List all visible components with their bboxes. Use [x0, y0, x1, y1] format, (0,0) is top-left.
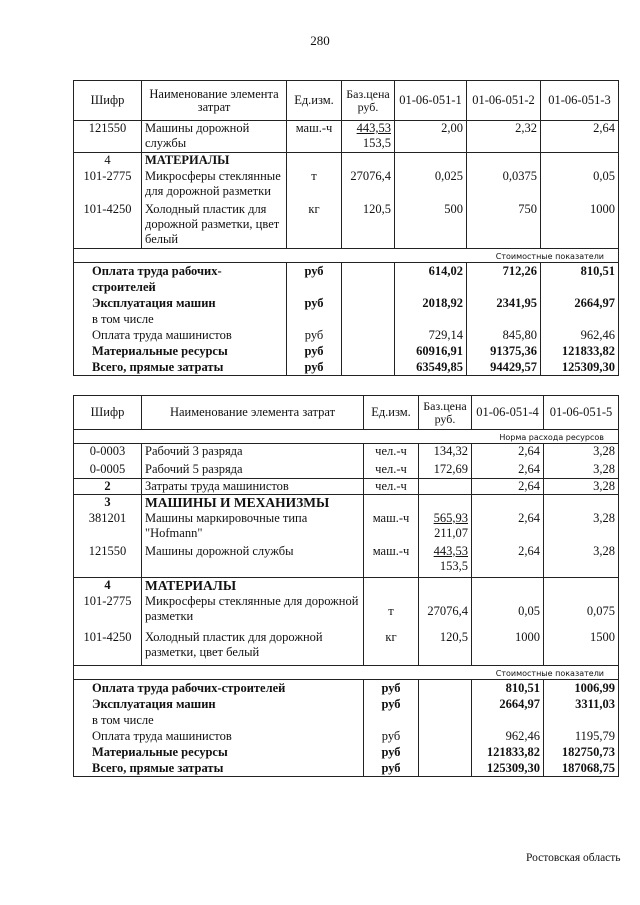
- summary-val: 3311,03: [544, 696, 619, 712]
- summary-unit: руб: [364, 696, 419, 712]
- table-header-row: [74, 396, 619, 430]
- row-unit: чел.-ч: [364, 444, 419, 462]
- section-row: [74, 430, 619, 444]
- row-val: 2,64: [472, 544, 544, 578]
- summary-label: Оплата труда машинистов: [74, 728, 364, 744]
- table-row: [74, 594, 619, 630]
- row-val: 0,0375: [467, 169, 541, 202]
- row-name: Машины маркировочные типа "Hofmann": [142, 511, 364, 544]
- header-col-3: 01-06-051-3: [541, 81, 619, 121]
- row-unit: т: [287, 169, 342, 202]
- summary-label: Оплата труда машинистов: [74, 327, 287, 343]
- table-row: [74, 544, 619, 578]
- summary-label: Всего, прямые затраты: [74, 359, 287, 376]
- summary-unit: руб: [287, 295, 342, 311]
- summary-val: 2018,92: [395, 295, 467, 311]
- row-val: 500: [395, 202, 467, 249]
- row-name: Холодный пластик для дорожной разметки, цвет белый: [142, 202, 287, 249]
- row-val: 2,64: [472, 511, 544, 544]
- summary-val: 962,46: [472, 728, 544, 744]
- price-bottom: 211,07: [434, 525, 468, 540]
- table-row: [74, 169, 619, 202]
- summary-row: [74, 760, 619, 777]
- table-row-category: [74, 153, 619, 169]
- summary-row: [74, 263, 619, 296]
- header-name: Наименование элемента затрат: [142, 396, 364, 430]
- header-col-2: 01-06-051-2: [467, 81, 541, 121]
- norm-label: Норма расхода ресурсов: [74, 430, 619, 444]
- summary-val: 1195,79: [544, 728, 619, 744]
- table-row: [74, 121, 619, 153]
- table-row-category: [74, 495, 619, 511]
- table-row: [74, 444, 619, 462]
- row-code: 101-2775: [74, 169, 142, 202]
- row-price: 27076,4: [342, 169, 395, 202]
- row-code: 4: [74, 578, 142, 594]
- row-code: 121550: [74, 121, 142, 153]
- row-val: 0,025: [395, 169, 467, 202]
- header-price: Баз.цена руб.: [419, 396, 472, 430]
- row-code: 121550: [74, 544, 142, 578]
- summary-unit: руб: [287, 327, 342, 343]
- row-code: 101-2775: [74, 594, 142, 630]
- summary-label: Материальные ресурсы: [74, 343, 287, 359]
- row-code: 0-0003: [74, 444, 142, 462]
- price-bottom: 153,5: [439, 558, 468, 573]
- summary-val: 2664,97: [541, 295, 619, 311]
- summary-row: [74, 728, 619, 744]
- row-name: Рабочий 3 разряда: [142, 444, 364, 462]
- summary-val: 614,02: [395, 263, 467, 296]
- summary-label: Оплата труда рабочих-строителей: [74, 680, 364, 697]
- summary-val: 182750,73: [544, 744, 619, 760]
- header-col-5: 01-06-051-5: [544, 396, 619, 430]
- summary-unit: руб: [364, 728, 419, 744]
- row-price: 27076,4: [419, 594, 472, 630]
- row-price: [419, 511, 472, 544]
- row-val: 3,28: [544, 444, 619, 462]
- row-name: Затраты труда машинистов: [142, 479, 364, 495]
- summary-unit: руб: [364, 760, 419, 777]
- row-name: Машины дорожной службы: [142, 544, 364, 578]
- resource-table-1: [73, 80, 619, 376]
- section-label: Стоимостные показатели: [74, 249, 619, 263]
- row-val: 3,28: [544, 479, 619, 495]
- category-name: МАТЕРИАЛЫ: [142, 578, 364, 594]
- table-row: [74, 511, 619, 544]
- summary-val: 845,80: [467, 327, 541, 343]
- summary-label: Оплата труда рабочих-строителей: [74, 263, 287, 296]
- row-code: 3: [74, 495, 142, 511]
- row-price: 120,5: [342, 202, 395, 249]
- header-col-1: 01-06-051-1: [395, 81, 467, 121]
- summary-row: [74, 327, 619, 343]
- row-price: 134,32: [419, 444, 472, 462]
- section-label: Стоимостные показатели: [74, 666, 619, 680]
- category-name: МАТЕРИАЛЫ: [142, 153, 287, 169]
- summary-val: 187068,75: [544, 760, 619, 777]
- row-name: Микросферы стеклянные для дорожной разметки: [142, 169, 287, 202]
- header-col-4: 01-06-051-4: [472, 396, 544, 430]
- summary-label: в том числе: [74, 311, 287, 327]
- table-row: [74, 630, 619, 666]
- row-val: 1000: [541, 202, 619, 249]
- row-code: 381201: [74, 511, 142, 544]
- row-val: 0,05: [472, 594, 544, 630]
- row-name: Машины дорожной службы: [142, 121, 287, 153]
- summary-val: 712,26: [467, 263, 541, 296]
- summary-row: [74, 359, 619, 376]
- summary-val: 1006,99: [544, 680, 619, 697]
- summary-unit: руб: [287, 359, 342, 376]
- price-top: 565,93: [433, 510, 468, 525]
- price-top: 443,53: [433, 543, 468, 558]
- header-code: Шифр: [74, 81, 142, 121]
- summary-val: 2664,97: [472, 696, 544, 712]
- header-unit: Ед.изм.: [287, 81, 342, 121]
- row-val: 2,64: [472, 479, 544, 495]
- summary-label: в том числе: [74, 712, 364, 728]
- row-price: [419, 544, 472, 578]
- row-val: 2,64: [472, 444, 544, 462]
- price-top: 443,53: [356, 121, 391, 135]
- summary-val: 60916,91: [395, 343, 467, 359]
- summary-unit: руб: [364, 744, 419, 760]
- summary-unit: руб: [287, 263, 342, 296]
- row-val: 2,64: [472, 462, 544, 479]
- row-price: 120,5: [419, 630, 472, 666]
- header-name: Наименование элемента затрат: [142, 81, 287, 121]
- summary-val: 810,51: [472, 680, 544, 697]
- row-name: Рабочий 5 разряда: [142, 462, 364, 479]
- footer-region: Ростовская область: [526, 852, 621, 864]
- summary-label: Всего, прямые затраты: [74, 760, 364, 777]
- row-val: 3,28: [544, 511, 619, 544]
- row-val: 2,00: [395, 121, 467, 153]
- summary-val: 125309,30: [541, 359, 619, 376]
- row-code: 101-4250: [74, 630, 142, 666]
- summary-val: 63549,85: [395, 359, 467, 376]
- summary-row: [74, 295, 619, 311]
- summary-unit: руб: [364, 680, 419, 697]
- section-row: [74, 249, 619, 263]
- row-unit: чел.-ч: [364, 479, 419, 495]
- table-row: [74, 479, 619, 495]
- row-val: 1500: [544, 630, 619, 666]
- resource-table-2: [73, 395, 619, 777]
- row-unit: чел.-ч: [364, 462, 419, 479]
- table-header-row: [74, 81, 619, 121]
- summary-row: [74, 696, 619, 712]
- table-row: [74, 202, 619, 249]
- row-val: 3,28: [544, 544, 619, 578]
- row-code: 2: [74, 479, 142, 495]
- summary-val: 121833,82: [541, 343, 619, 359]
- price-bottom: 153,5: [362, 136, 391, 150]
- row-val: 2,64: [541, 121, 619, 153]
- page-number: 280: [310, 33, 330, 48]
- summary-row: [74, 744, 619, 760]
- summary-row: [74, 343, 619, 359]
- summary-label: Эксплуатация машин: [74, 295, 287, 311]
- header-price: Баз.цена руб.: [342, 81, 395, 121]
- summary-val: 2341,95: [467, 295, 541, 311]
- summary-label: Эксплуатация машин: [74, 696, 364, 712]
- row-val: 2,32: [467, 121, 541, 153]
- summary-unit: руб: [287, 343, 342, 359]
- summary-val: 962,46: [541, 327, 619, 343]
- row-unit: маш.-ч: [287, 121, 342, 153]
- summary-val: 91375,36: [467, 343, 541, 359]
- summary-row: [74, 680, 619, 697]
- row-price: [419, 479, 472, 495]
- header-unit: Ед.изм.: [364, 396, 419, 430]
- row-code: 0-0005: [74, 462, 142, 479]
- category-name: МАШИНЫ И МЕХАНИЗМЫ: [142, 495, 364, 511]
- summary-val: 729,14: [395, 327, 467, 343]
- summary-label: Материальные ресурсы: [74, 744, 364, 760]
- row-val: 750: [467, 202, 541, 249]
- row-price: [342, 121, 395, 153]
- row-price: 172,69: [419, 462, 472, 479]
- row-name: Микросферы стеклянные для дорожной разметки: [142, 594, 364, 630]
- summary-val: 125309,30: [472, 760, 544, 777]
- row-val: 0,075: [544, 594, 619, 630]
- table-row-category: [74, 578, 619, 594]
- row-unit: маш.-ч: [364, 544, 419, 578]
- table-row: [74, 462, 619, 479]
- row-unit: кг: [287, 202, 342, 249]
- summary-val: 94429,57: [467, 359, 541, 376]
- summary-row: [74, 712, 619, 728]
- row-code: 101-4250: [74, 202, 142, 249]
- row-unit: т: [364, 594, 419, 630]
- row-val: 1000: [472, 630, 544, 666]
- summary-row: [74, 311, 619, 327]
- row-val: 0,05: [541, 169, 619, 202]
- row-unit: маш.-ч: [364, 511, 419, 544]
- row-unit: кг: [364, 630, 419, 666]
- row-code: 4: [74, 153, 142, 169]
- summary-val: 121833,82: [472, 744, 544, 760]
- summary-val: 810,51: [541, 263, 619, 296]
- header-code: Шифр: [74, 396, 142, 430]
- row-val: 3,28: [544, 462, 619, 479]
- row-name: Холодный пластик для дорожной разметки, цвет белый: [142, 630, 364, 666]
- section-row: [74, 666, 619, 680]
